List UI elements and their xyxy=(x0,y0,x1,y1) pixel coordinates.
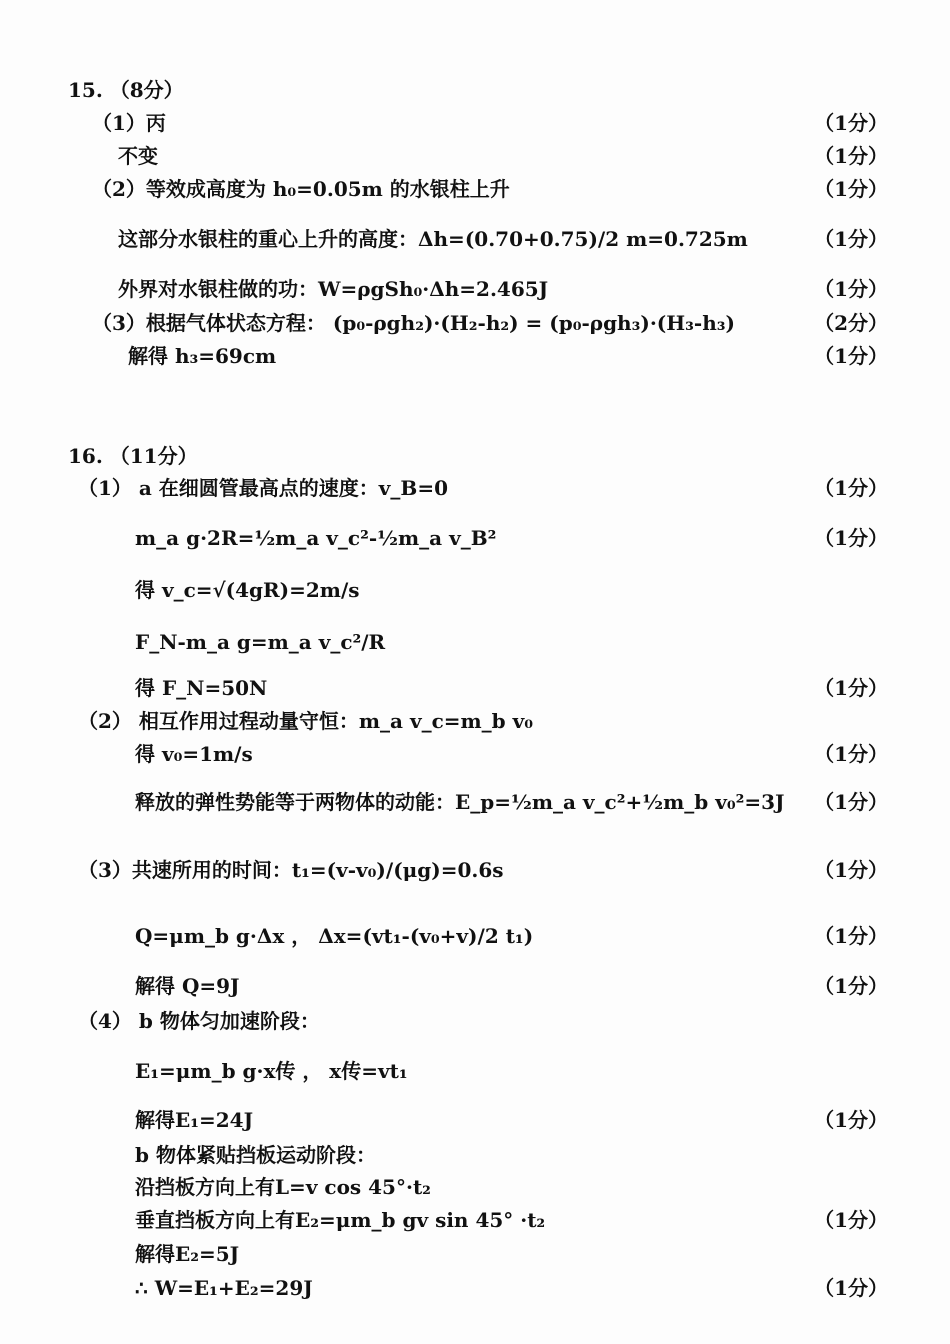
q16-line-1-score: （1分） xyxy=(814,476,888,500)
q16-line-13-text: E₁=μm_b g·x传 ， x传=vt₁ xyxy=(135,1059,408,1083)
q16-header: 16. （11分） xyxy=(68,444,198,468)
q16-line-12-text: （4） b 物体匀加速阶段： xyxy=(78,1009,320,1033)
q16-line-1 xyxy=(0,468,950,508)
q16-line-9-score: （1分） xyxy=(814,858,888,882)
q15-line-1-text: （1）丙 xyxy=(92,111,166,135)
q16-line-10 xyxy=(0,916,950,956)
q15-line-3 xyxy=(0,169,950,209)
q15-line-4 xyxy=(0,219,950,259)
q15-line-4-text: 这部分水银柱的重心上升的高度：Δh=(0.70+0.75)/2 m=0.725m xyxy=(118,227,748,251)
q16-line-7-score: （1分） xyxy=(814,742,888,766)
q16-line-4 xyxy=(0,622,950,662)
q15-line-4-score: （1分） xyxy=(814,227,888,251)
q15-line-5-text: 外界对水银柱做的功：W=ρgSh₀·Δh=2.465J xyxy=(118,277,549,301)
q16-line-2-text: m_a g·2R=½m_a v_c²-½m_a v_B² xyxy=(135,526,497,550)
q16-line-3-text: 得 v_c=√(4gR)=2m/s xyxy=(135,578,360,602)
q16-line-14-score: （1分） xyxy=(814,1108,888,1132)
q16-line-19-score: （1分） xyxy=(814,1276,888,1300)
q16-line-14 xyxy=(0,1100,950,1140)
q16-line-11-text: 解得 Q=9J xyxy=(135,974,240,998)
q16-line-7-text: 得 v₀=1m/s xyxy=(135,742,253,766)
q16-line-16-text: 沿挡板方向上有L=v cos 45°·t₂ xyxy=(135,1175,431,1199)
q16-line-2 xyxy=(0,518,950,558)
q15-line-7-score: （1分） xyxy=(814,344,888,368)
q16-line-11-score: （1分） xyxy=(814,974,888,998)
q16-line-15-text: b 物体紧贴挡板运动阶段： xyxy=(135,1143,376,1167)
q16-line-5-score: （1分） xyxy=(814,676,888,700)
q15-header: 15. （8分） xyxy=(68,78,184,102)
q16-line-13 xyxy=(0,1051,950,1091)
q16-line-8-score: （1分） xyxy=(814,790,888,814)
q16-line-10-score: （1分） xyxy=(814,924,888,948)
q16-line-10-text: Q=μm_b g·Δx ， Δx=(vt₁-(v₀+v)/2 t₁) xyxy=(135,924,534,948)
q16-line-19 xyxy=(0,1268,950,1308)
q16-line-12 xyxy=(0,1001,950,1041)
q16-line-17-score: （1分） xyxy=(814,1208,888,1232)
q16-line-18-text: 解得E₂=5J xyxy=(135,1242,240,1266)
q15-line-6-text: （3）根据气体状态方程： (p₀-ρgh₂)·(H₂-h₂) = (p₀-ρgh₃)·(H₃-h₃) xyxy=(92,311,735,335)
q15-line-2-text: 不变 xyxy=(118,144,158,168)
q16-line-8-text: 释放的弹性势能等于两物体的动能：E_p=½m_a v_c²+½m_b v₀²=3J xyxy=(135,790,785,814)
q16-line-6-text: （2） 相互作用过程动量守恒：m_a v_c=m_b v₀ xyxy=(78,709,534,733)
q15-line-5-score: （1分） xyxy=(814,277,888,301)
q16-line-7 xyxy=(0,734,950,774)
q15-line-1-score: （1分） xyxy=(814,111,888,135)
q16-line-5-text: 得 F_N=50N xyxy=(135,676,268,700)
q15-line-3-text: （2）等效成高度为 h₀=0.05m 的水银柱上升 xyxy=(92,177,510,201)
q15-line-2-score: （1分） xyxy=(814,144,888,168)
q16-line-9-text: （3）共速所用的时间：t₁=(v-v₀)/(μg)=0.6s xyxy=(78,858,504,882)
q16-line-17-text: 垂直挡板方向上有E₂=μm_b gv sin 45° ·t₂ xyxy=(135,1208,546,1232)
q15-line-3-score: （1分） xyxy=(814,177,888,201)
q16-line-8 xyxy=(0,782,950,822)
q15-line-7 xyxy=(0,336,950,376)
q16-line-19-text: ∴ W=E₁+E₂=29J xyxy=(135,1276,313,1300)
q16-line-11 xyxy=(0,966,950,1006)
q16-line-4-text: F_N-m_a g=m_a v_c²/R xyxy=(135,630,386,654)
q15-line-7-text: 解得 h₃=69cm xyxy=(128,344,277,368)
q16-line-14-text: 解得E₁=24J xyxy=(135,1108,254,1132)
q16-line-1-text: （1） a 在细圆管最高点的速度：v_B=0 xyxy=(78,476,448,500)
q16-line-9 xyxy=(0,850,950,890)
q15-line-6-score: （2分） xyxy=(814,311,888,335)
q16-line-2-score: （1分） xyxy=(814,526,888,550)
q16-line-3 xyxy=(0,570,950,610)
